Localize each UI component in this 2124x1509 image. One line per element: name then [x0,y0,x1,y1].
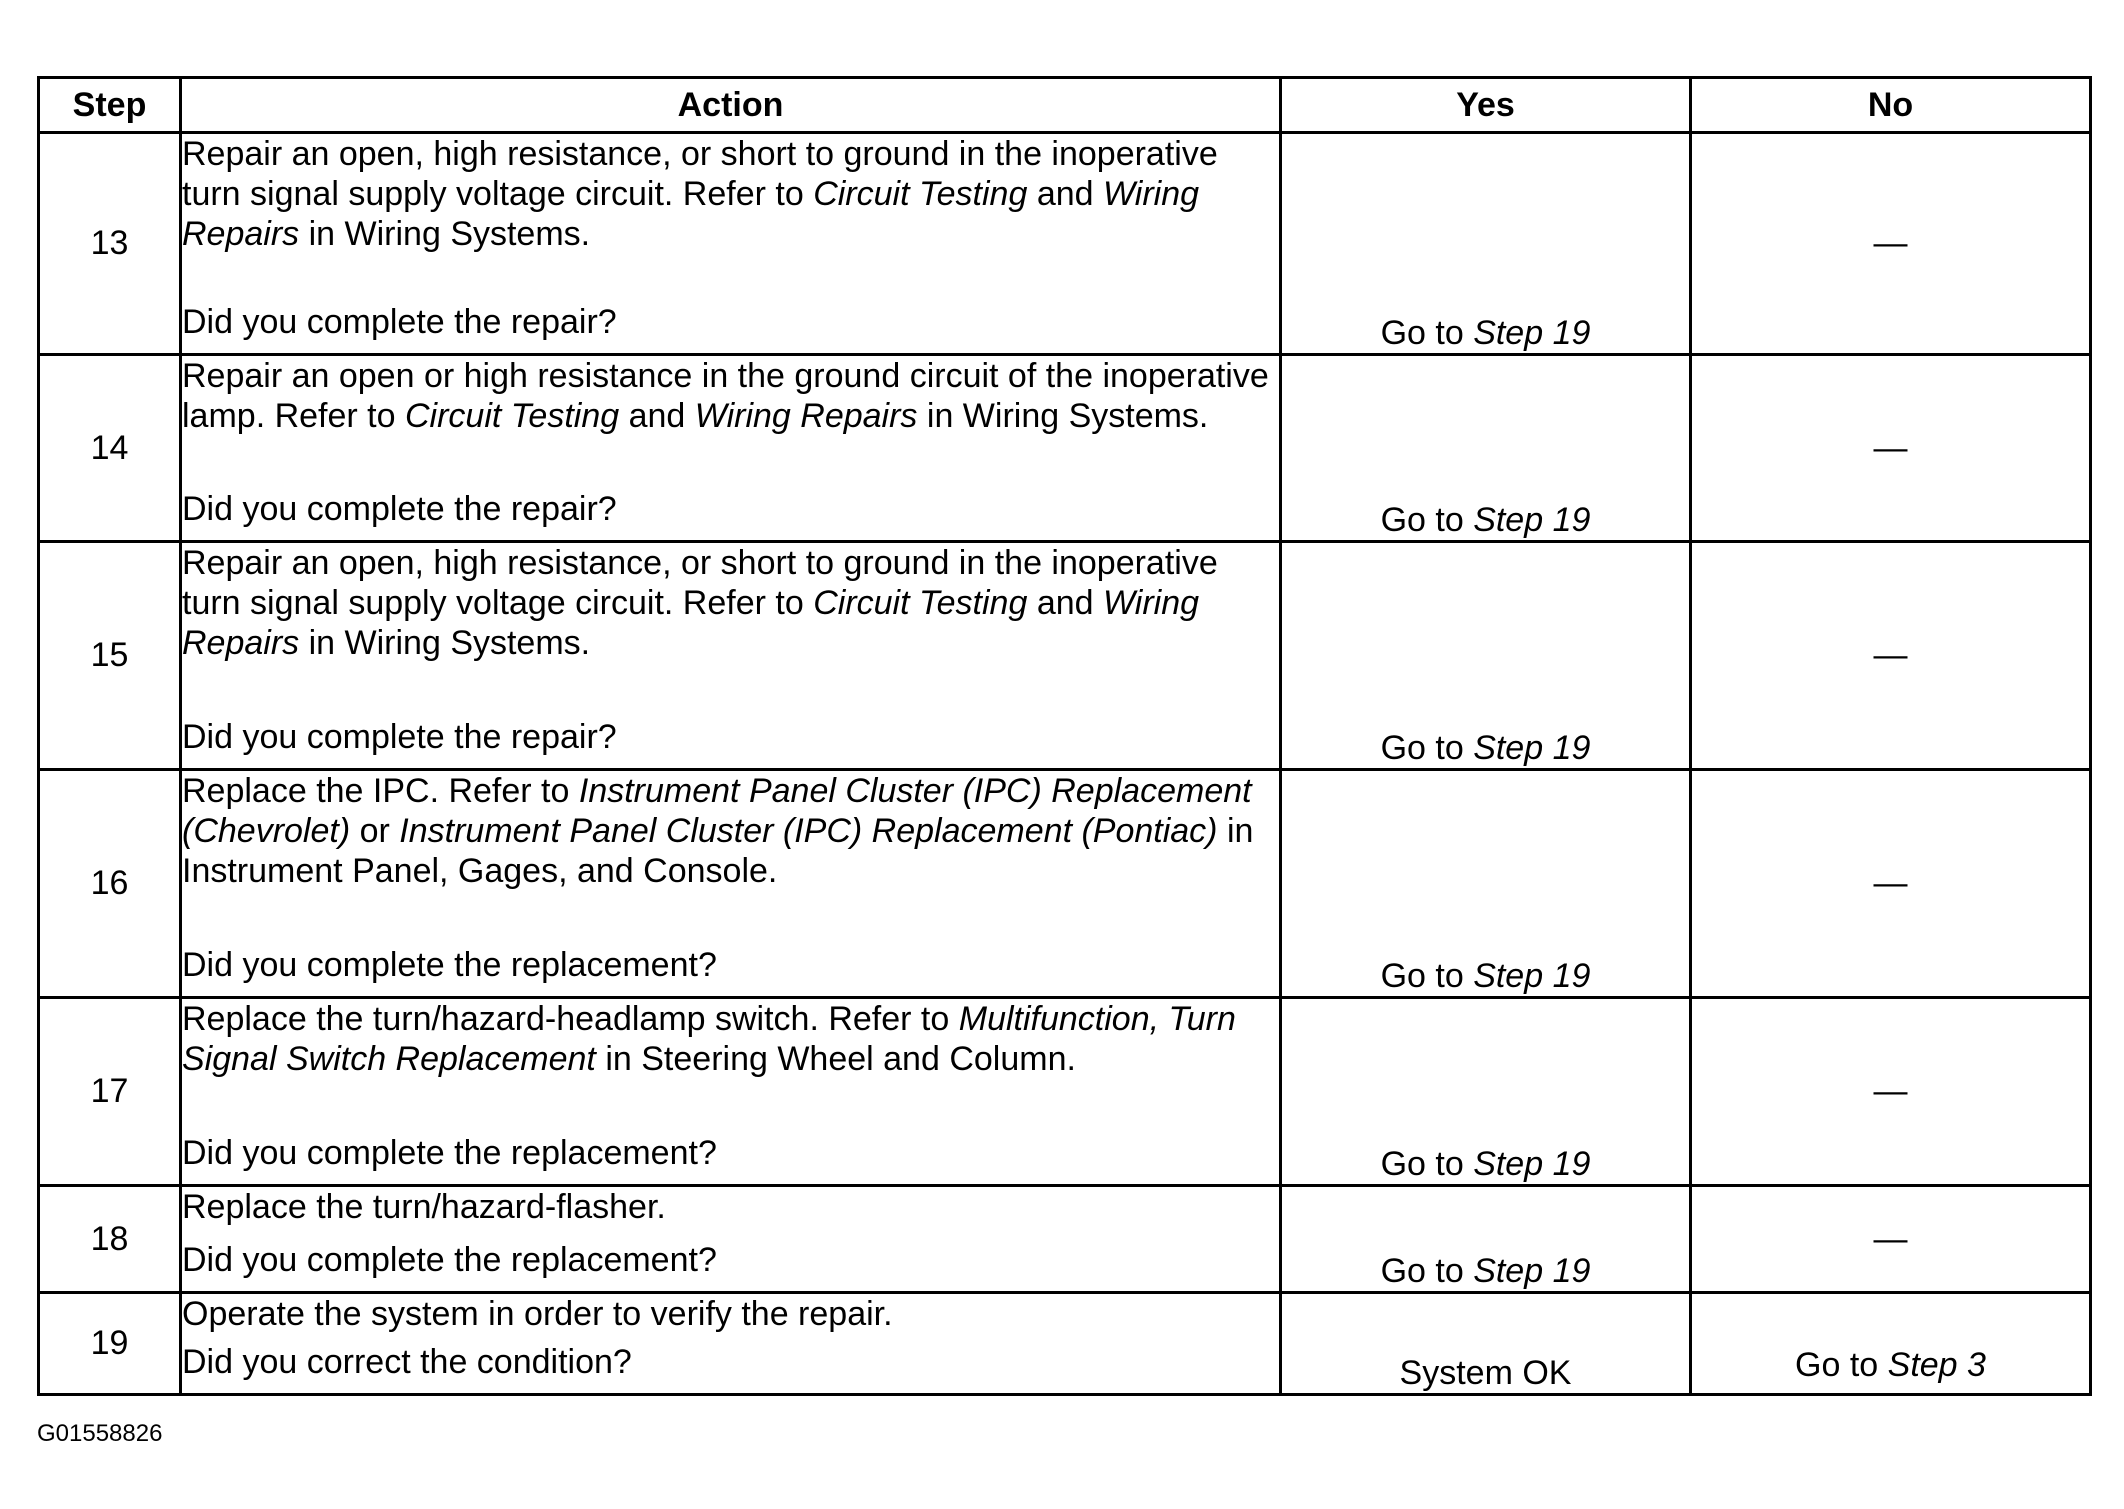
table-row [39,770,2091,998]
description-text: and [1027,175,1103,213]
description-text: in Instrument Panel, Gages, and Console. [182,812,1254,890]
no-text: Go to [1795,1346,1888,1384]
table-row [39,355,2091,542]
action-description [182,1187,1279,1227]
action-question: Did you correct the condition? [182,1343,632,1381]
step-number: 17 [39,998,181,1186]
table-row [39,998,2091,1186]
table-row [39,1293,2091,1395]
description-text: Replace the turn/hazard-headlamp switch. Refer to [182,1000,959,1038]
yes-cell [1281,355,1691,542]
action-cell [181,355,1281,542]
reference-text: Circuit Testing [404,397,620,435]
yes-cell [1281,770,1691,998]
no-cell [1691,770,2091,998]
step-number: 15 [39,542,181,770]
description-text: Replace the turn/hazard-flasher. [182,1188,666,1226]
yes-step-reference: Step 19 [1473,957,1591,995]
yes-step-reference: Step 19 [1473,1252,1591,1290]
action-description [182,771,1279,891]
figure-id: G01558826 [37,1420,163,1447]
yes-step-reference: Step 19 [1473,314,1591,352]
yes-text: Go to [1380,1252,1474,1290]
action-cell [181,1293,1281,1395]
description-text: in Wiring Systems. [917,397,1209,435]
action-cell [181,542,1281,770]
reference-text: Multifunction, Turn Signal Switch Replacement [182,1000,1236,1078]
action-description [182,543,1279,663]
no-dash: — [1873,1219,1908,1258]
action-question: Did you complete the repair? [182,303,617,341]
yes-step-reference: Step 19 [1473,1145,1591,1183]
action-description [182,1294,1279,1334]
yes-step-reference: Step 19 [1473,501,1591,539]
header-no: No [1691,78,2091,133]
no-cell [1691,542,2091,770]
yes-text: Go to [1380,501,1474,539]
header-yes: Yes [1281,78,1691,133]
yes-step-reference: Step 19 [1473,729,1591,767]
action-description [182,134,1279,254]
no-cell [1691,1293,2091,1395]
reference-text: Wiring Repairs [694,397,918,435]
no-dash: — [1873,428,1908,467]
yes-text: Go to [1380,729,1474,767]
action-cell [181,133,1281,355]
description-text: and [1027,584,1103,622]
reference-text: Circuit Testing [813,584,1028,622]
description-text: Repair an open, high resistance, or short to ground in the inoperative turn signal supply voltage circuit. Refer to [182,135,1218,213]
header-action: Action [181,78,1281,133]
no-cell [1691,1186,2091,1293]
yes-cell [1281,542,1691,770]
table-row [39,133,2091,355]
action-question: Did you complete the replacement? [182,946,717,984]
description-text: or [350,812,400,850]
no-cell [1691,998,2091,1186]
no-step-reference: Step 3 [1887,1346,1986,1384]
description-text: in Wiring Systems. [299,215,591,253]
step-number: 16 [39,770,181,998]
yes-cell [1281,998,1691,1186]
action-question: Did you complete the replacement? [182,1134,717,1172]
no-cell [1691,133,2091,355]
action-cell [181,770,1281,998]
no-dash: — [1873,1072,1908,1110]
description-text: Replace the IPC. Refer to [182,772,579,810]
yes-cell [1281,133,1691,355]
reference-text: Instrument Panel Cluster (IPC) Replacement (Chevrolet) [182,772,1252,850]
description-text: and [619,397,695,435]
step-number: 19 [39,1293,181,1395]
diagnostic-table [37,76,2092,1396]
yes-cell [1281,1186,1691,1293]
yes-text: Go to [1380,1145,1474,1183]
action-description [182,999,1279,1079]
reference-text: Wiring Repairs [182,584,1200,662]
action-question: Did you complete the replacement? [182,1241,717,1279]
yes-text: System OK [1399,1354,1572,1392]
header-step: Step [39,78,181,133]
description-text: in Wiring Systems. [299,624,591,662]
action-cell [181,1186,1281,1293]
action-cell [181,998,1281,1186]
description-text: Repair an open or high resistance in the ground circuit of the inoperative lamp. Refer to [182,357,1269,435]
description-text: Operate the system in order to verify the repair. [182,1295,893,1333]
step-number: 14 [39,355,181,542]
no-dash: — [1873,636,1908,674]
step-number: 13 [39,133,181,355]
yes-text: Go to [1380,957,1474,995]
no-dash: — [1873,864,1908,902]
action-question: Did you complete the repair? [182,718,617,756]
table-row [39,1186,2091,1293]
no-dash: — [1873,224,1908,262]
action-description [182,356,1279,436]
yes-text: Go to [1380,314,1474,352]
description-text: Repair an open, high resistance, or short to ground in the inoperative turn signal supply voltage circuit. Refer to [182,544,1218,622]
reference-text: Circuit Testing [813,175,1028,213]
description-text: in Steering Wheel and Column. [595,1040,1076,1078]
action-question: Did you complete the repair? [182,490,617,528]
table-body [39,133,2091,1395]
header-row [39,78,2091,133]
yes-cell [1281,1293,1691,1395]
reference-text: Wiring Repairs [182,175,1200,253]
table-row [39,542,2091,770]
no-cell [1691,355,2091,542]
reference-text: Instrument Panel Cluster (IPC) Replacement (Pontiac) [399,812,1218,850]
step-number: 18 [39,1186,181,1293]
